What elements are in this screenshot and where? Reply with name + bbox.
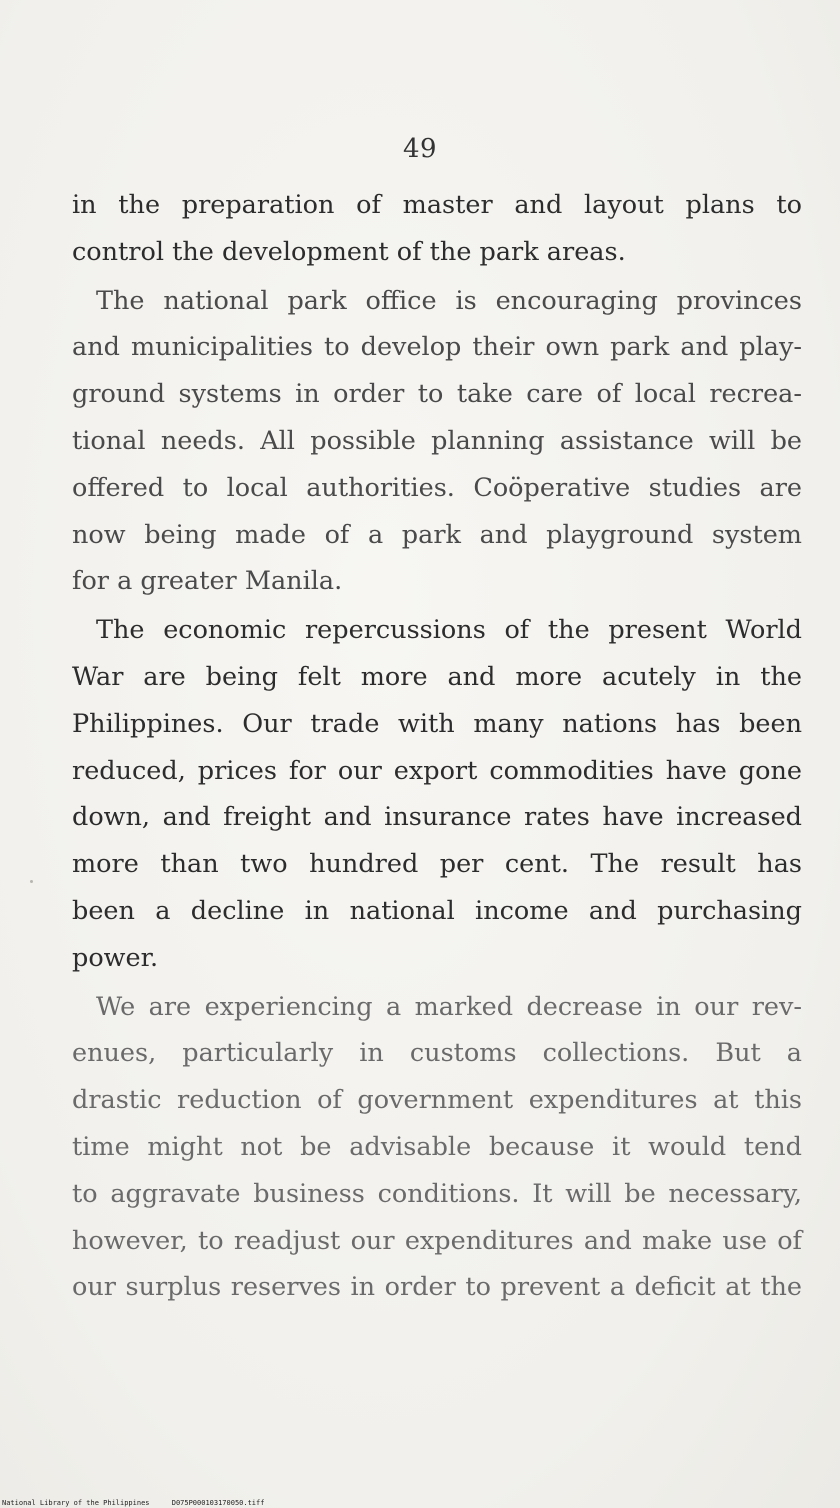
text-line: offered to local authorities. Coöperative studies are [72,472,802,503]
paragraph-3 [72,607,802,981]
text-line: drastic reduction of government expenditures at this [72,1085,802,1116]
text-line: power. [72,942,159,973]
paragraph-1 [72,182,802,276]
text-line: in the preparation of master and layout plans to [72,190,802,220]
text-line: and municipalities to develop their own park and play- [72,332,802,363]
text-line: down, and freight and insurance rates have increased [72,802,802,833]
text-line: been a decline in national income and purchasing [72,895,802,926]
text-line: War are being felt more and more acutely in the [72,661,802,692]
body-text [72,182,802,1311]
text-line: to aggravate business conditions. It will be necessary, [72,1178,802,1209]
text-line: more than two hundred per cent. The result has [72,849,802,880]
footer-library: National Library of the Philippines [2,1499,150,1507]
page-number: 49 [402,134,438,164]
text-line: tional needs. All possible planning assistance will be [72,425,802,456]
text-line: enues, particularly in customs collections. But a [72,1038,802,1069]
scan-footer [2,1499,264,1507]
paragraph-4 [72,984,802,1312]
text-line: for a greater Manila. [72,566,343,597]
text-line: time might not be advisable because it would tend [72,1131,802,1162]
text-line: Philippines. Our trade with many nations has been [72,708,802,739]
text-line: reduced, prices for our export commodities have gone [72,755,802,786]
text-line: control the development of the park areas. [72,236,626,267]
paragraph-2 [72,278,802,606]
text-line: We are experiencing a marked decrease in our rev- [96,991,802,1022]
text-line: now being made of a park and playground system [72,519,802,550]
paper-speck [30,880,33,883]
text-line: our surplus reserves in order to prevent a deficit at the [72,1272,802,1303]
footer-filename: D075P000103170050.tiff [171,1499,265,1507]
text-line: The national park office is encouraging provinces [96,285,802,316]
text-line: however, to readjust our expenditures and make use of [72,1225,802,1256]
text-line: ground systems in order to take care of local recrea- [72,379,802,410]
text-line: The economic repercussions of the present World [96,615,802,646]
